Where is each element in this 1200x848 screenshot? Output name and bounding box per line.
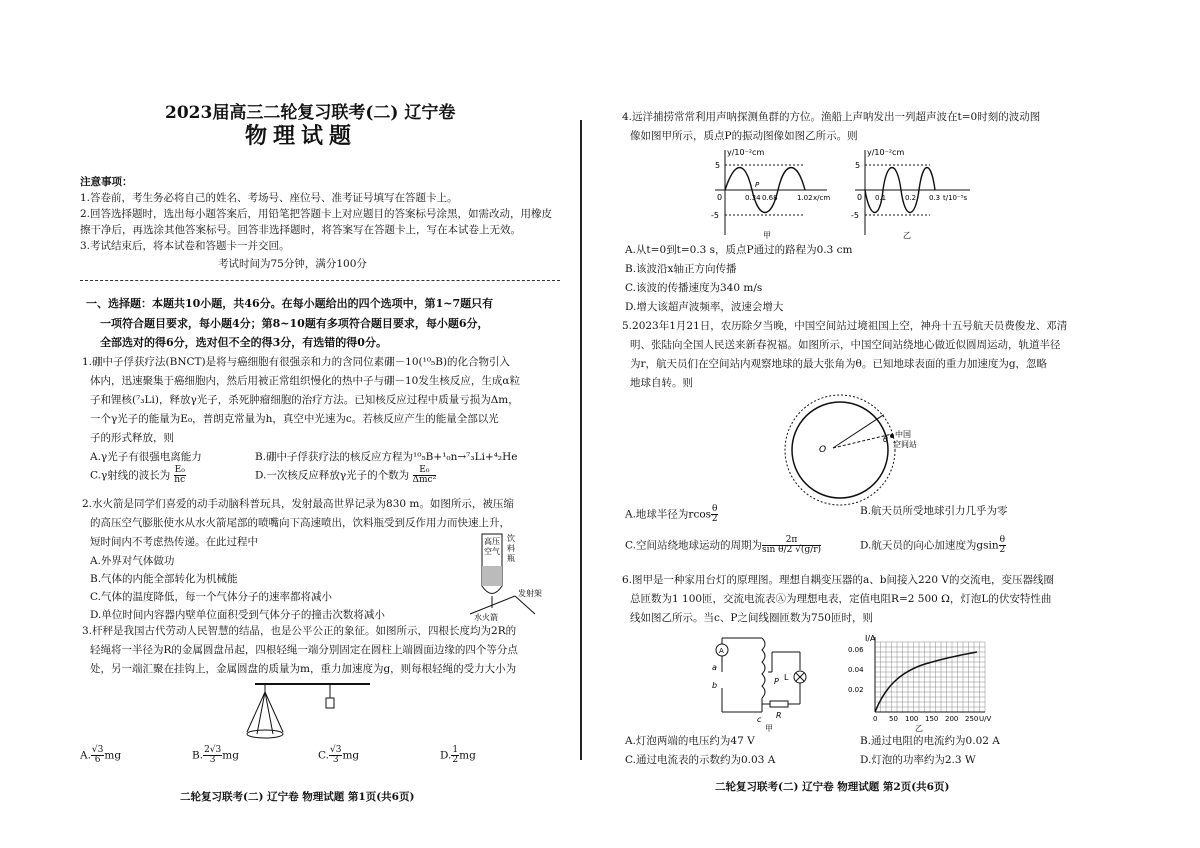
y-max: 5: [715, 161, 721, 170]
bottle-label: 瓶: [507, 554, 515, 563]
q4-line: 4.远洋捕捞常常利用声呐探测鱼群的方位。渔船上声呐发出一列超声波在t=0时刻的波动图: [622, 111, 1041, 123]
frac-num: 2√3: [204, 745, 222, 755]
q4-option-a: A.从t=0到t=0.3 s，质点P通过的路程为0.3 cm: [625, 244, 853, 256]
q1-c-text: C.γ射线的波长为: [90, 469, 171, 482]
y-tick: 0.02: [848, 686, 864, 694]
x-tick: 200: [945, 715, 959, 723]
q1-d-text: D.一次核反应释放γ光子的个数为: [255, 469, 410, 482]
q6-line: 总匝数为1 100匝，交流电流表Ⓐ为理想电表，定值电阻R=2 500 Ω，灯泡L的伏安特性曲: [630, 593, 1052, 605]
frac-num: E₀: [174, 465, 185, 475]
node-a: a: [712, 663, 717, 672]
q3-d-fraction: [451, 746, 459, 765]
q3-option-b: [192, 746, 239, 765]
q4-line: 像如图甲所示，质点P的振动图像如图乙所示。则: [630, 130, 858, 142]
notice-line: 2.回答选择题时，选出每小题答案后，用铅笔把答题卡上对应题目的答案标号涂黑，如需改动，用橡皮: [80, 208, 553, 220]
vibration-graph-b: [845, 145, 980, 240]
air-label: 高压: [484, 537, 500, 546]
node-c: c: [757, 715, 762, 724]
opt-label: A.: [80, 749, 91, 762]
caption: 甲: [765, 724, 773, 732]
q1-option-b: B.硼中子俘获疗法的核反应方程为¹⁰₅B+¹₀n→⁷₃Li+⁴₂He: [255, 451, 518, 463]
q6-option-c: C.通过电流表的示数约为0.03 A: [625, 754, 776, 766]
frac-den: Δmc²: [412, 475, 437, 485]
frac-num: √3: [330, 745, 342, 755]
earth-circle: [792, 402, 888, 498]
q6-line: 线如图乙所示。当c、P之间线圈匝数为750匝时，则: [630, 612, 873, 624]
radius-line: [828, 415, 888, 448]
y-label: y/10⁻²cm: [727, 148, 765, 157]
notice-heading: 注意事项：: [80, 176, 133, 188]
x-tick: 250: [965, 715, 979, 723]
rocket-label: 水火箭: [474, 613, 498, 621]
ropes: [247, 692, 283, 734]
caption: 乙: [903, 231, 911, 240]
q3-option-c: [318, 746, 359, 765]
tick-x: 1.02: [797, 194, 813, 202]
lamp-label: L: [784, 673, 789, 682]
opt-label: D.: [440, 749, 452, 762]
ammeter-label: A: [719, 647, 724, 655]
orbit-circle: [785, 395, 895, 505]
water-rocket-figure: [460, 526, 550, 621]
caption: 甲: [763, 231, 771, 240]
resistor: [770, 701, 788, 707]
right-footer: 二轮复习联考(二) 辽宁卷 物理试题 第2页(共6页): [715, 781, 950, 793]
opt-tail: mg: [342, 749, 360, 762]
q4-option-d: D.增大该超声波频率，波速会增大: [625, 301, 784, 313]
y-min: -5: [851, 211, 859, 220]
frac-num: θ: [999, 535, 1006, 545]
opt-tail: mg: [459, 749, 476, 762]
station-label: 中国: [895, 430, 911, 439]
q3-b-fraction: [203, 746, 222, 765]
q5-option-c: [625, 536, 821, 555]
station-label: 空间站: [893, 440, 917, 449]
q5-line: 5.2023年1月21日，农历除夕当晚，中国空间站过境祖国上空，神舟十五号航天员费俊龙、邓清: [622, 320, 1068, 332]
q5-line: 明、张陆向全国人民送来新春祝福。如图所示，中国空间站绕地心做近似圆周运动，轨道半径: [630, 339, 1061, 351]
q5-a-fraction: [711, 505, 718, 524]
center-label: O: [819, 445, 827, 455]
frac-den: 2: [452, 755, 459, 765]
station-dot: [890, 434, 894, 438]
iu-curve-figure: [845, 632, 995, 732]
y-min: -5: [711, 211, 719, 220]
frac-den: sin θ/2 √(g/r): [762, 545, 822, 555]
q6-option-d: D.灯泡的功率约为2.3 W: [860, 754, 976, 766]
frac-num: θ: [712, 504, 718, 514]
circuit-figure: [710, 632, 830, 732]
left-page: [0, 0, 585, 848]
opt-text: D.航天员的向心加速度为gsin: [860, 539, 999, 552]
q2-option-c: C.气体的温度降低，每一个气体分子的速率都将减小: [90, 591, 332, 603]
tick-x: 0.2: [905, 194, 917, 202]
q1-line: 体内，迅速聚集于癌细胞内，然后用被正常组织慢化的热中子与硼－10发生核反应，生成α粒: [90, 375, 520, 387]
x-label: U/V: [979, 715, 992, 723]
angle-label: θ: [883, 435, 888, 444]
origin: 0: [857, 193, 863, 202]
frac-den: 2: [711, 514, 718, 524]
frac-num: √3: [91, 745, 104, 755]
q3-option-a: [80, 746, 121, 765]
q3-c-fraction: [329, 746, 342, 765]
q5-option-d: [860, 536, 1006, 555]
y-tick: 0.04: [848, 666, 864, 674]
y-label: I/A: [865, 634, 876, 643]
q2-option-d: D.单位时间内容器内壁单位面积受到气体分子的撞击次数将减小: [90, 609, 385, 621]
q1-line: 子的形式释放，则: [90, 432, 174, 444]
page-divider: [580, 120, 582, 760]
bottle-label: 料: [507, 544, 515, 553]
right-page: [585, 0, 1200, 848]
opt-tail: mg: [222, 749, 239, 762]
point-p: P: [755, 181, 760, 189]
q1-option-a: A.γ光子有很强电离能力: [90, 451, 202, 463]
q3-line: 轻绳将一半径为R的金属圆盘吊起，四根轻绳一端分别固定在圆柱上端圆面边缘的四个等分点: [90, 644, 518, 656]
air-label: 空气: [484, 547, 500, 556]
y-label: y/10⁻²cm: [867, 148, 905, 157]
q6-option-b: B.通过电阻的电流约为0.02 A: [860, 735, 1000, 747]
section1-line: 全部选对的得6分，选对但不全的得3分，有选错的得0分。: [100, 336, 387, 349]
left-footer: 二轮复习联考(二) 辽宁卷 物理试题 第1页(共6页): [180, 791, 415, 803]
q6-line: 6.图甲是一种家用台灯的原理图。理想自耦变压器的a、b间接入220 V的交流电，变压器线圈: [622, 574, 1054, 586]
transformer-coil: [762, 638, 765, 698]
x-tick: 0: [873, 715, 878, 723]
y-max: 5: [855, 161, 861, 170]
opt-text: A.地球半径为rcos: [625, 508, 712, 521]
stand-label: 发射架: [518, 589, 542, 598]
q2-line: 短时间内不考虑热传递。在此过程中: [90, 536, 258, 548]
q2-option-a: A.外界对气体做功: [90, 555, 175, 567]
q3-line: 3.杆秤是我国古代劳动人民智慧的结晶，也是公平公正的象征。如图所示，四根长度均为2R的: [82, 625, 517, 637]
frac-den: 3: [209, 755, 216, 765]
q5-line: 地球自转。则: [630, 377, 693, 389]
steelyard-figure: [235, 674, 375, 746]
q3-a-fraction: [91, 746, 104, 765]
x-label: t/10⁻⁵s: [943, 194, 968, 202]
tick-x: 0.34: [745, 194, 761, 202]
q1-d-fraction: [413, 466, 437, 485]
bottle-label: 饮: [507, 534, 515, 543]
q2-line: 2.水火箭是同学们喜爱的动手动脑科普玩具，发射最高世界记录为830 m。如图所示，被压缩: [82, 498, 514, 510]
q6-option-a: A.灯泡两端的电压约为47 V: [625, 735, 755, 747]
frac-num: E₀: [413, 466, 437, 476]
q2-line: 的高压空气膨胀使水从水火箭尾部的喷嘴向下高速喷出，饮料瓶受到反作用力而快速上升，: [90, 517, 510, 529]
notice-line: 3.考试结束后，将本试卷和答题卡一并交回。: [80, 240, 290, 252]
q3-option-d: [440, 746, 476, 765]
orbit-figure: [775, 390, 935, 515]
opt-label: C.: [318, 749, 329, 762]
node-b: b: [712, 681, 718, 690]
node-p: P: [774, 677, 779, 686]
resistor-label: R: [776, 711, 782, 720]
q4-option-c: C.该波的传播速度为340 m/s: [625, 282, 763, 294]
x-tick: 100: [905, 715, 919, 723]
metal-disc: [247, 730, 283, 738]
q1-line: 子和锂核(⁷₃Li)，释放γ光子，杀死肿瘤细胞的治疗方法。已知核反应过程中质量亏损为Δm，: [90, 394, 519, 406]
frac-num: 1: [452, 745, 459, 755]
counterweight: [326, 698, 334, 708]
frac-den: 3: [332, 755, 339, 765]
opt-label: B.: [192, 749, 204, 762]
opt-text: C.空间站绕地球运动的周期为: [625, 539, 762, 552]
dashed-divider: [80, 280, 560, 281]
q2-option-b: B.气体的内能全部转化为机械能: [90, 573, 238, 585]
x-label: x/cm: [813, 194, 831, 202]
q1-line: 一个γ光子的能量为E₀，普朗克常量为h，真空中光速为c。若核反应产生的能量全部以光: [90, 413, 499, 425]
time-note: 考试时间为75分钟，满分100分: [218, 258, 367, 270]
caption: 乙: [915, 724, 923, 732]
q1-c-fraction: [174, 466, 186, 485]
y-tick: 0.06: [848, 646, 864, 654]
q3-line: 处，另一端汇聚在挂钩上，金属圆盘的质量为m，重力加速度为g，则每根轻绳的受力大小为: [90, 663, 517, 675]
q5-d-fraction: [999, 536, 1006, 555]
frac-den: 6: [94, 755, 101, 765]
exam-title: 2023届高三二轮复习联考(二) 辽宁卷: [165, 103, 456, 123]
q1-option-c: [90, 466, 186, 485]
notice-line: 擦干净后，再选涂其他答案标号。回答非选择题时，将答案写在答题卡上，写在本试卷上无效。: [80, 224, 521, 236]
q4-option-b: B.该波沿x轴正方向传播: [625, 263, 737, 275]
q5-c-fraction: [762, 536, 821, 555]
subject-title: 物理试题: [245, 123, 358, 149]
frac-num: 2π: [762, 536, 821, 546]
frac-den: hc: [174, 475, 186, 485]
q5-option-b: B.航天员所受地球引力几乎为零: [860, 505, 1008, 517]
frac-den: 2: [999, 545, 1006, 555]
tick-x: 0.1: [875, 194, 887, 202]
section1-line: 一、选择题：本题共10小题，共46分。在每小题给出的四个选项中，第1~7题只有: [86, 297, 494, 310]
water-fill: [482, 566, 502, 586]
q1-option-d: [255, 466, 436, 485]
opt-tail: mg: [104, 749, 122, 762]
grid: [875, 642, 985, 712]
tick-x: 0.3: [929, 194, 941, 202]
q5-option-a: [625, 505, 718, 524]
section1-line: 一项符合题目要求，每小题4分；第8~10题有多项符合题目要求，每小题6分，: [100, 317, 489, 330]
stand-leg: [515, 596, 535, 614]
x-tick: 150: [925, 715, 939, 723]
wave-graph-a: [705, 145, 835, 240]
tick-x: 0.68: [762, 194, 778, 202]
q1-line: 1.硼中子俘获疗法(BNCT)是将与癌细胞有很强亲和力的含同位素硼－10(¹⁰₅B)的化合物引入: [82, 356, 511, 368]
notice-line: 1.答卷前，考生务必将自己的姓名、考场号、座位号、准考证号填写在答题卡上。: [80, 192, 458, 204]
q5-line: 为r，航天员们在空间站内观察地球的最大张角为θ。已知地球表面的重力加速度为g，忽略: [630, 358, 1048, 370]
origin: 0: [717, 193, 723, 202]
x-tick: 50: [889, 715, 898, 723]
